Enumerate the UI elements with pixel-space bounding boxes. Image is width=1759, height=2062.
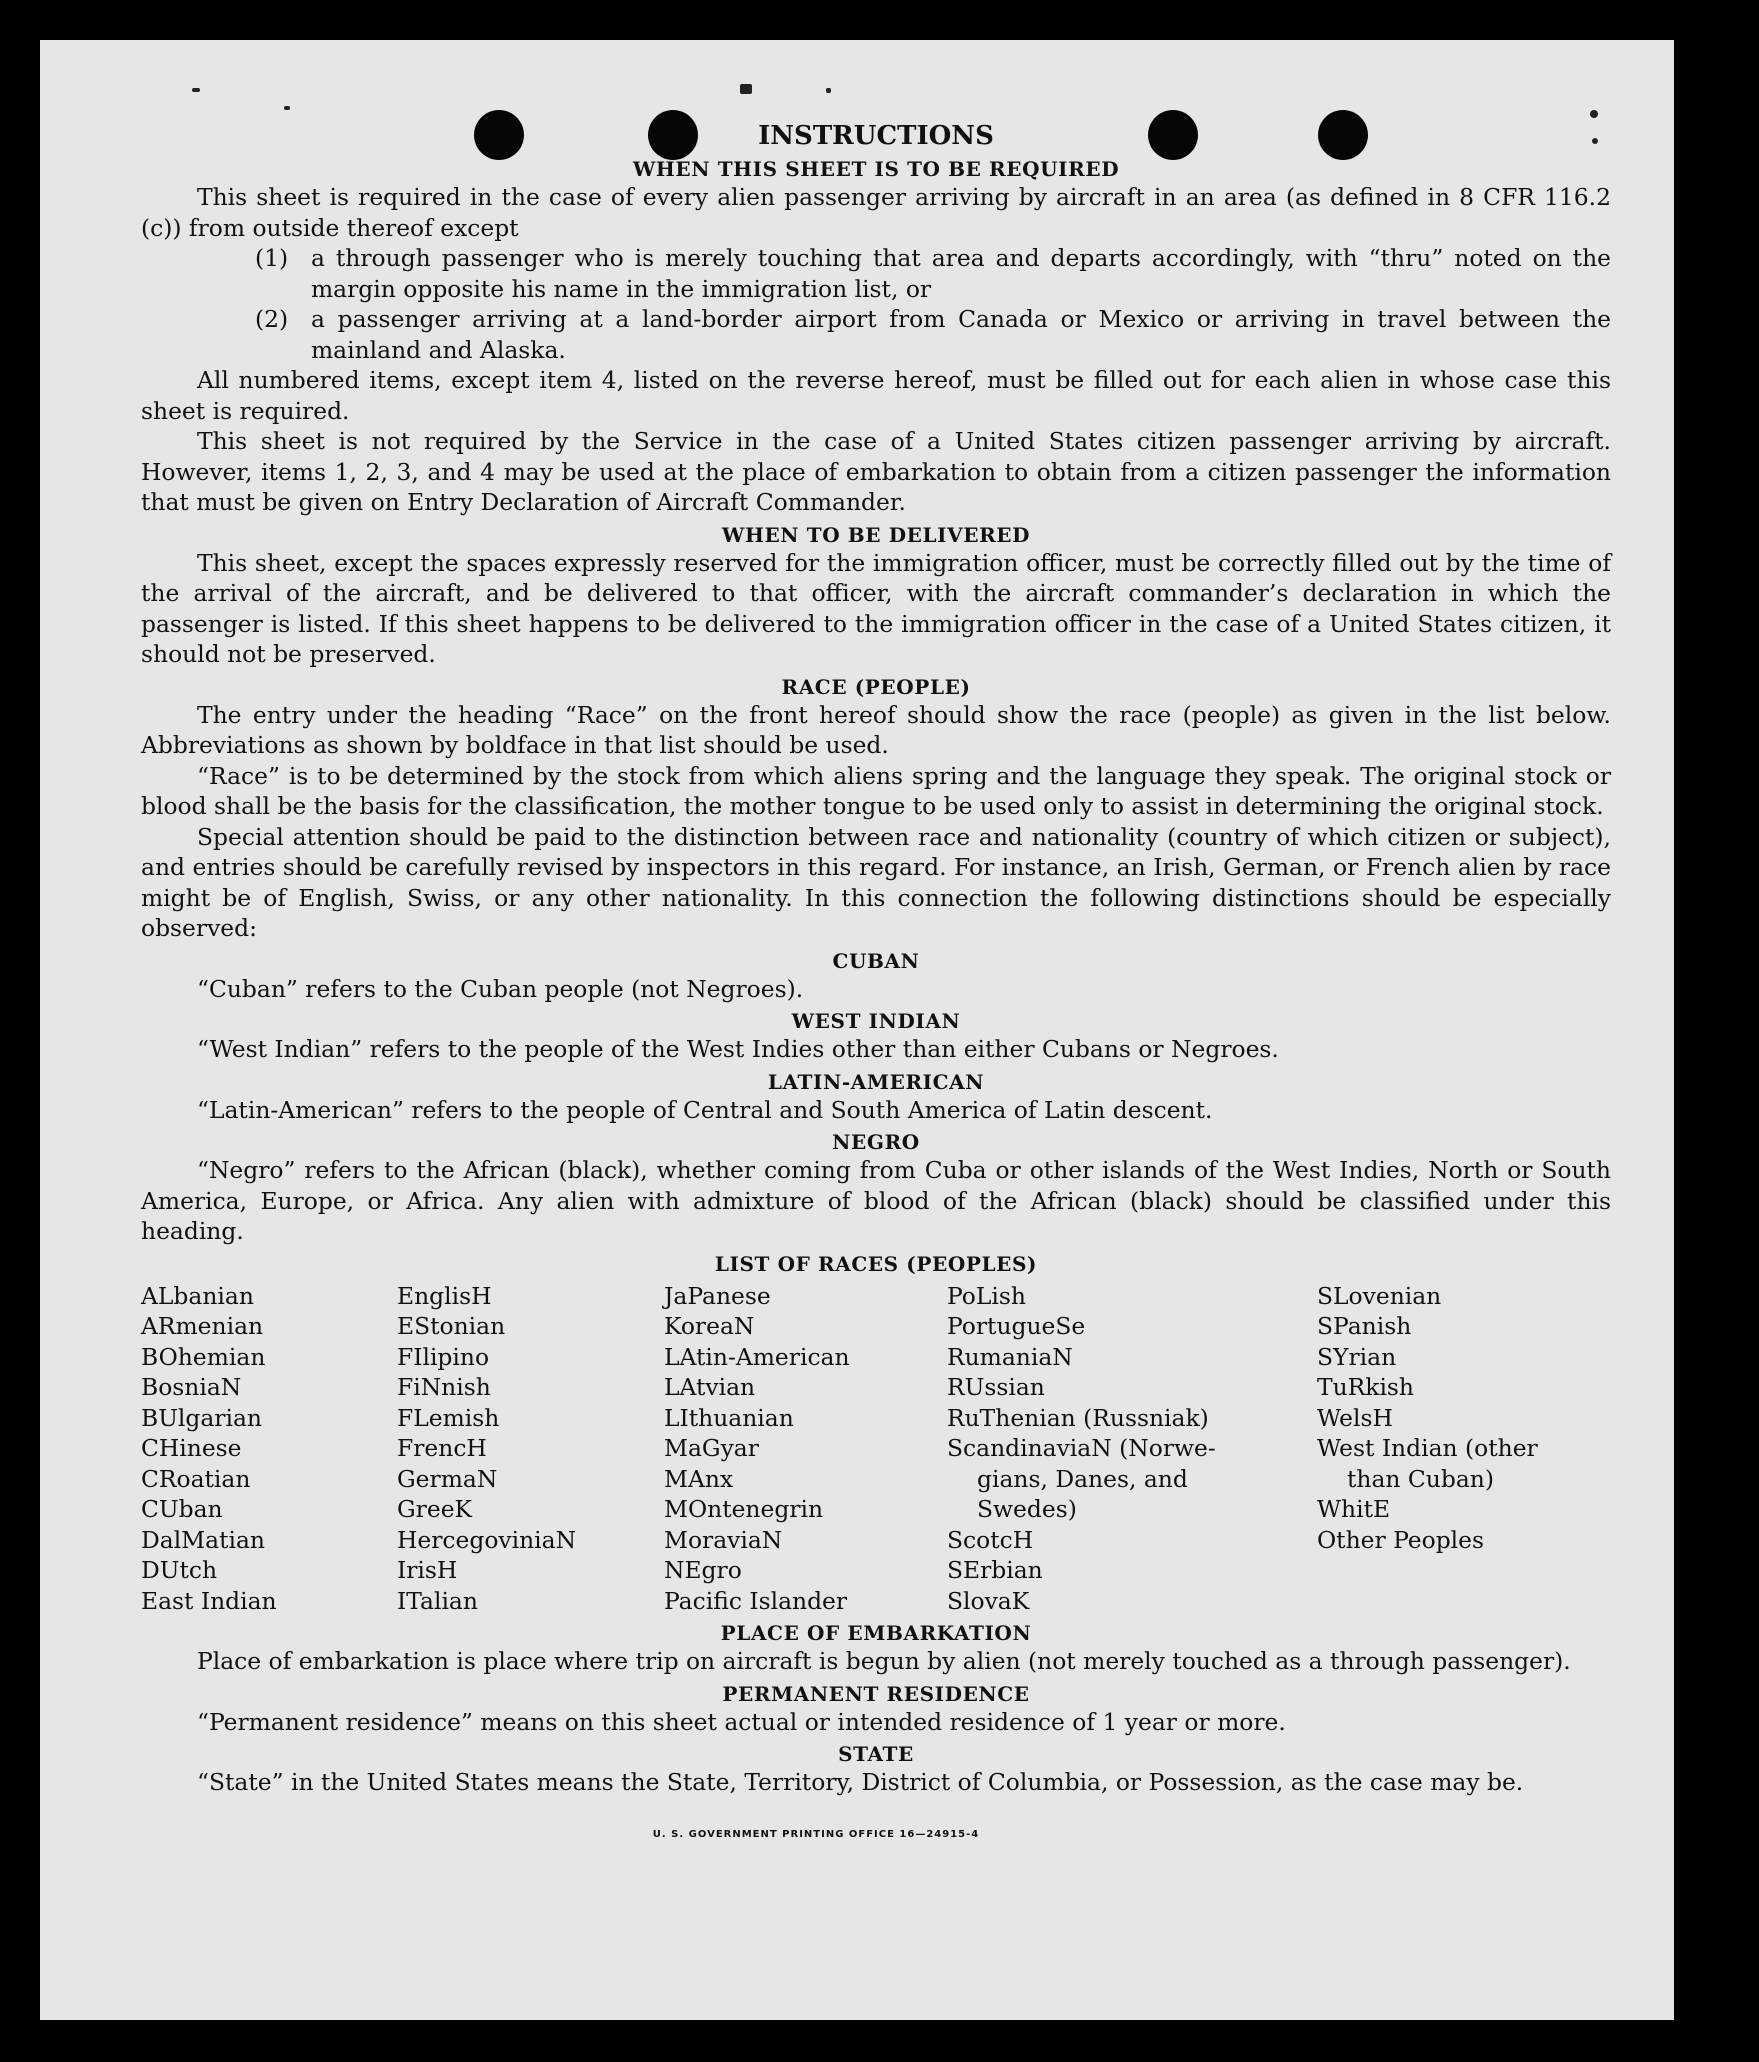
- race-entry: LAtin-American: [664, 1342, 850, 1371]
- race-entry: Other Peoples: [1317, 1525, 1485, 1554]
- paragraph: “Permanent residence” means on this sheet actual or intended residence of 1 year or more.: [197, 1707, 1286, 1736]
- paragraph: “Latin-American” refers to the people of Central and South America of Latin descent.: [197, 1095, 1213, 1124]
- heading-state: STATE: [838, 1742, 914, 1766]
- races-column: [141, 1281, 397, 1617]
- heading-negro: NEGRO: [832, 1130, 920, 1154]
- race-entry: GermaN: [397, 1464, 498, 1493]
- race-entry: CRoatian: [141, 1464, 251, 1493]
- race-entry: SErbian: [947, 1556, 1043, 1584]
- item-number: (1): [255, 244, 289, 272]
- race-entry: CHinese: [141, 1434, 242, 1462]
- list-item: [255, 243, 1611, 304]
- speck: [826, 88, 831, 93]
- races-column: [947, 1281, 1237, 1617]
- race-entry: SlovaK: [947, 1586, 1030, 1615]
- printing-office-footer: U. S. GOVERNMENT PRINTING OFFICE 16—24915-4: [652, 1828, 980, 1840]
- race-entry: BosniaN: [141, 1373, 242, 1401]
- race-entry: West Indian (other: [1317, 1434, 1538, 1462]
- race-entry: GreeK: [397, 1495, 473, 1523]
- race-entry-continued: than Cuban): [1347, 1464, 1494, 1493]
- race-entry: MaGyar: [664, 1434, 759, 1462]
- race-entry: FrencH: [397, 1434, 487, 1462]
- races-column: [664, 1281, 947, 1617]
- race-entry: RumaniaN: [947, 1342, 1073, 1371]
- race-entry: SLovenian: [1317, 1281, 1442, 1310]
- race-entry: FIlipino: [397, 1342, 490, 1371]
- speck: [740, 84, 752, 94]
- race-entry: FiNnish: [397, 1373, 491, 1401]
- heading-list-of-races: LIST OF RACES (PEOPLES): [714, 1251, 1038, 1276]
- heading-permanent-residence: PERMANENT RESIDENCE: [722, 1681, 1030, 1706]
- paragraph: “West Indian” refers to the people of the West Indies other than either Cubans or Negroes.: [197, 1035, 1279, 1063]
- heading-cuban: CUBAN: [832, 948, 920, 973]
- race-entry: ARmenian: [141, 1312, 264, 1340]
- paragraph: “Negro” refers to the African (black), whether coming from Cuba or other islands of the West Indies, North or South America, Europe, or Africa. Any alien with admixture of blood of the African (black) should be classified under this heading.: [141, 1156, 1611, 1245]
- race-entry: MoraviaN: [664, 1525, 783, 1554]
- race-entry: ScandinaviaN (Norwe-: [947, 1434, 1216, 1462]
- heading-place-of-embarkation: PLACE OF EMBARKATION: [720, 1621, 1032, 1645]
- paragraph: This sheet, except the spaces expressly reserved for the immigration officer, must be correctly filled out by the time of the arrival of the aircraft, and be delivered to that officer, with the aircraft commander’s declaration in which the passenger is listed. If this sheet happens to be delivered to the immigration officer in the case of a United States citizen, it should not be preserved.: [141, 548, 1611, 668]
- item-text: a passenger arriving at a land-border airport from Canada or Mexico or arriving in travel between the mainland and Alaska.: [311, 305, 1611, 364]
- race-entry: KoreaN: [664, 1312, 755, 1340]
- races-list: [141, 1281, 1611, 1617]
- race-entry: ALbanian: [141, 1281, 254, 1310]
- race-entry: CUban: [141, 1495, 223, 1523]
- races-column: [397, 1281, 664, 1617]
- race-entry: EStonian: [397, 1312, 506, 1340]
- race-entry-continued: gians, Danes, and: [977, 1464, 1188, 1493]
- speck: [192, 88, 200, 92]
- paragraph: “Cuban” refers to the Cuban people (not Negroes).: [197, 974, 804, 1003]
- heading-when-delivered: WHEN TO BE DELIVERED: [721, 522, 1031, 547]
- page-title: INSTRUCTIONS: [758, 121, 994, 151]
- paragraph: The entry under the heading “Race” on the front hereof should show the race (people) as given in the list below. Abbreviations as shown by boldface in that list should be used.: [141, 700, 1611, 759]
- race-entry: BUlgarian: [141, 1403, 262, 1432]
- race-entry: EnglisH: [397, 1281, 492, 1310]
- race-entry: MOntenegrin: [664, 1495, 824, 1523]
- paragraph: “Race” is to be determined by the stock from which aliens spring and the language they speak. The original stock or blood shall be the basis for the classification, the mother tongue to be used only to assist in determining the original stock.: [141, 761, 1611, 820]
- paragraph: This sheet is not required by the Service in the case of a United States citizen passenger arriving by aircraft. However, items 1, 2, 3, and 4 may be used at the place of embarkation to obtain from a citizen passenger the information that must be given on Entry Declaration of Aircraft Commander.: [141, 427, 1611, 516]
- paragraph: “State” in the United States means the State, Territory, District of Columbia, or Possession, as the case may be.: [197, 1768, 1524, 1796]
- race-entry: WhitE: [1317, 1495, 1391, 1523]
- race-entry: Pacific Islander: [664, 1586, 848, 1615]
- race-entry: LAtvian: [664, 1373, 756, 1401]
- race-entry: DUtch: [141, 1556, 218, 1584]
- race-entry: ScotcH: [947, 1525, 1034, 1554]
- heading-race: RACE (PEOPLE): [781, 674, 971, 699]
- race-entry: TuRkish: [1317, 1373, 1415, 1401]
- paragraph: Place of embarkation is place where trip on aircraft is begun by alien (not merely touched as a through passenger).: [197, 1647, 1571, 1675]
- race-entry: JaPanese: [664, 1281, 771, 1310]
- heading-when-required: WHEN THIS SHEET IS TO BE REQUIRED: [632, 157, 1120, 181]
- race-entry: East Indian: [141, 1586, 277, 1615]
- heading-west-indian: WEST INDIAN: [791, 1009, 961, 1033]
- race-entry: NEgro: [664, 1556, 742, 1584]
- document-sheet: [40, 40, 1674, 2020]
- race-entry: FLemish: [397, 1403, 500, 1432]
- race-entry: PoLish: [947, 1281, 1026, 1310]
- race-entry-continued: Swedes): [977, 1495, 1077, 1523]
- paragraph: Special attention should be paid to the distinction between race and nationality (country of which citizen or subject), and entries should be carefully revised by inspectors in this regard. For instance, an Irish, German, or French alien by race might be of English, Swiss, or any other nationality. In this connection the following distinctions should be especially observed:: [141, 822, 1611, 942]
- race-entry: WelsH: [1317, 1403, 1393, 1432]
- heading-latin-american: LATIN-AMERICAN: [767, 1069, 985, 1094]
- race-entry: IrisH: [397, 1556, 458, 1584]
- race-entry: SPanish: [1317, 1312, 1412, 1340]
- item-text: a through passenger who is merely touching that area and departs accordingly, with “thru” noted on the margin opposite his name in the immigration list, or: [311, 244, 1611, 303]
- race-entry: ITalian: [397, 1586, 478, 1615]
- paragraph: This sheet is required in the case of every alien passenger arriving by aircraft in an area (as defined in 8 CFR 116.2 (c)) from outside thereof except: [141, 183, 1611, 242]
- paragraph: All numbered items, except item 4, listed on the reverse hereof, must be filled out for each alien in whose case this sheet is required.: [141, 366, 1611, 425]
- race-entry: RUssian: [947, 1373, 1045, 1401]
- race-entry: DalMatian: [141, 1525, 265, 1554]
- race-entry: BOhemian: [141, 1342, 266, 1371]
- race-entry: RuThenian (Russniak): [947, 1403, 1209, 1432]
- race-entry: SYrian: [1317, 1342, 1397, 1371]
- instructions-content: [141, 120, 1611, 1850]
- item-number: (2): [255, 305, 289, 333]
- speck: [284, 106, 290, 110]
- race-entry: MAnx: [664, 1464, 734, 1493]
- speck: [1590, 110, 1598, 118]
- race-entry: PortugueSe: [947, 1312, 1086, 1340]
- race-entry: LIthuanian: [664, 1403, 794, 1432]
- list-item: [255, 304, 1611, 365]
- race-entry: HercegoviniaN: [397, 1525, 577, 1554]
- races-column: [1317, 1281, 1577, 1617]
